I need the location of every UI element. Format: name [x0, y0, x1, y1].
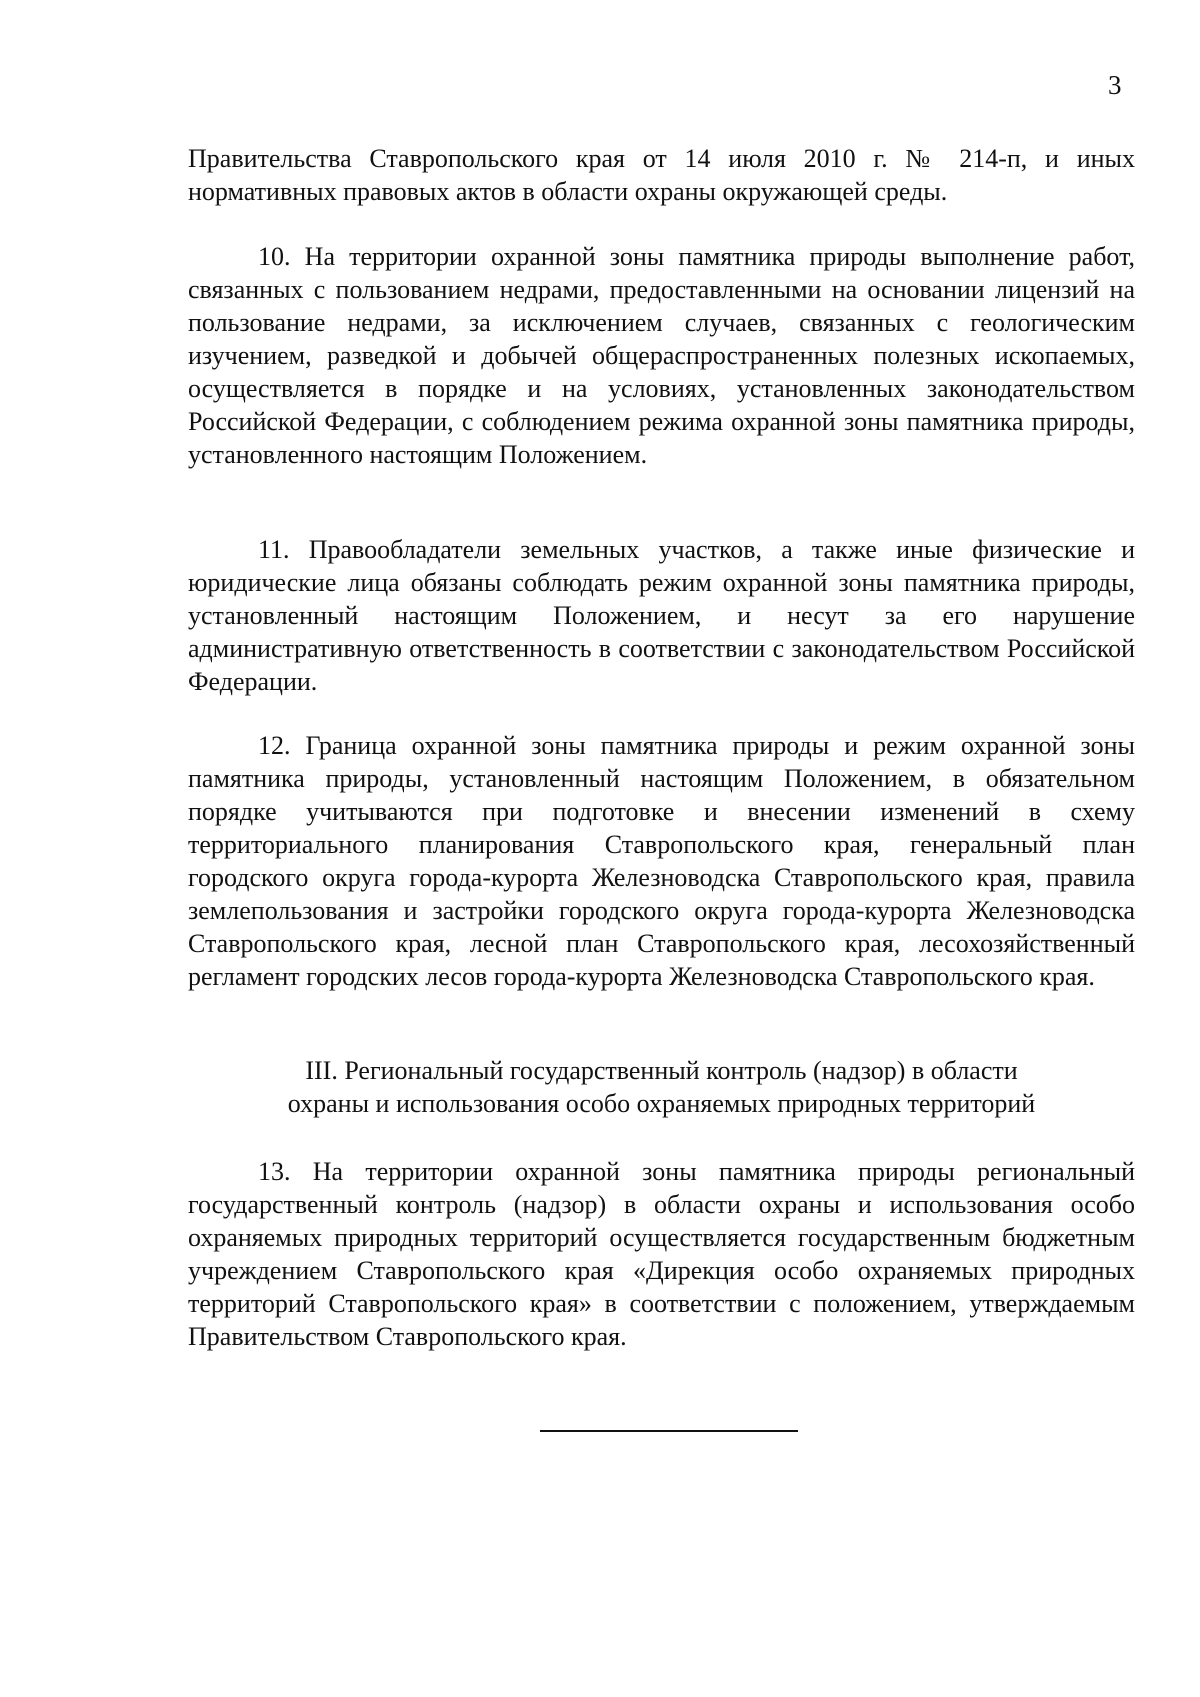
- page-number: 3: [1108, 70, 1122, 100]
- paragraph-continuation: Правительства Ставропольского края от 14 июля 2010 г. № 214-п, и иных нормативных правовых актов в области охраны окружающей среды.: [188, 144, 1135, 206]
- paragraph-13: 13. На территории охранной зоны памятника природы региональный государственный контроль (надзор) в области охраны и использования особо охраняемых природных территорий осуществляется государственным бюджетным учреждением Ставропольского края «Дирекция особо охраняемых природных территорий Ставропольского края» в соответствии с положением, утверждаемым Правительством Ставропольского края.: [188, 1157, 1135, 1351]
- end-separator-line: [540, 1430, 798, 1432]
- paragraph-10: 10. На территории охранной зоны памятника природы выполнение работ, связанных с пользованием недрами, предоставленными на основании лицензий на пользование недрами, за исключением случаев, связанных с геологическим изучением, разведкой и добычей общераспространенных полезных ископаемых, осуществляется в порядке и на условиях, установленных законодательством Российской Федерации, с соблюдением режима охранной зоны памятника природы, установленного настоящим Положением.: [188, 242, 1135, 469]
- paragraph-12: 12. Граница охранной зоны памятника природы и режим охранной зоны памятника природы, установленный настоящим Положением, в обязательном порядке учитываются при подготовке и внесении изменений в схему территориального планирования Ставропольского края, генеральный план городского округа города-курорта Железноводска Ставропольского края, правила землепользования и застройки городского округа города-курорта Железноводска Ставропольского края, лесной план Ставропольского края, лесохозяйственный регламент городских лесов города-курорта Железноводска Ставропольского края.: [188, 731, 1135, 991]
- section-heading-line-1: III. Региональный государственный контроль (надзор) в области: [305, 1056, 1018, 1085]
- paragraph-11: 11. Правообладатели земельных участков, а также иные физические и юридические лица обязаны соблюдать режим охранной зоны памятника природы, установленный настоящим Положением, и несут за его нарушение административную ответственность в соответствии с законодательством Российской Федерации.: [188, 535, 1135, 696]
- section-heading-line-2: охраны и использования особо охраняемых природных территорий: [287, 1089, 1036, 1118]
- section-heading: [188, 1054, 1135, 1120]
